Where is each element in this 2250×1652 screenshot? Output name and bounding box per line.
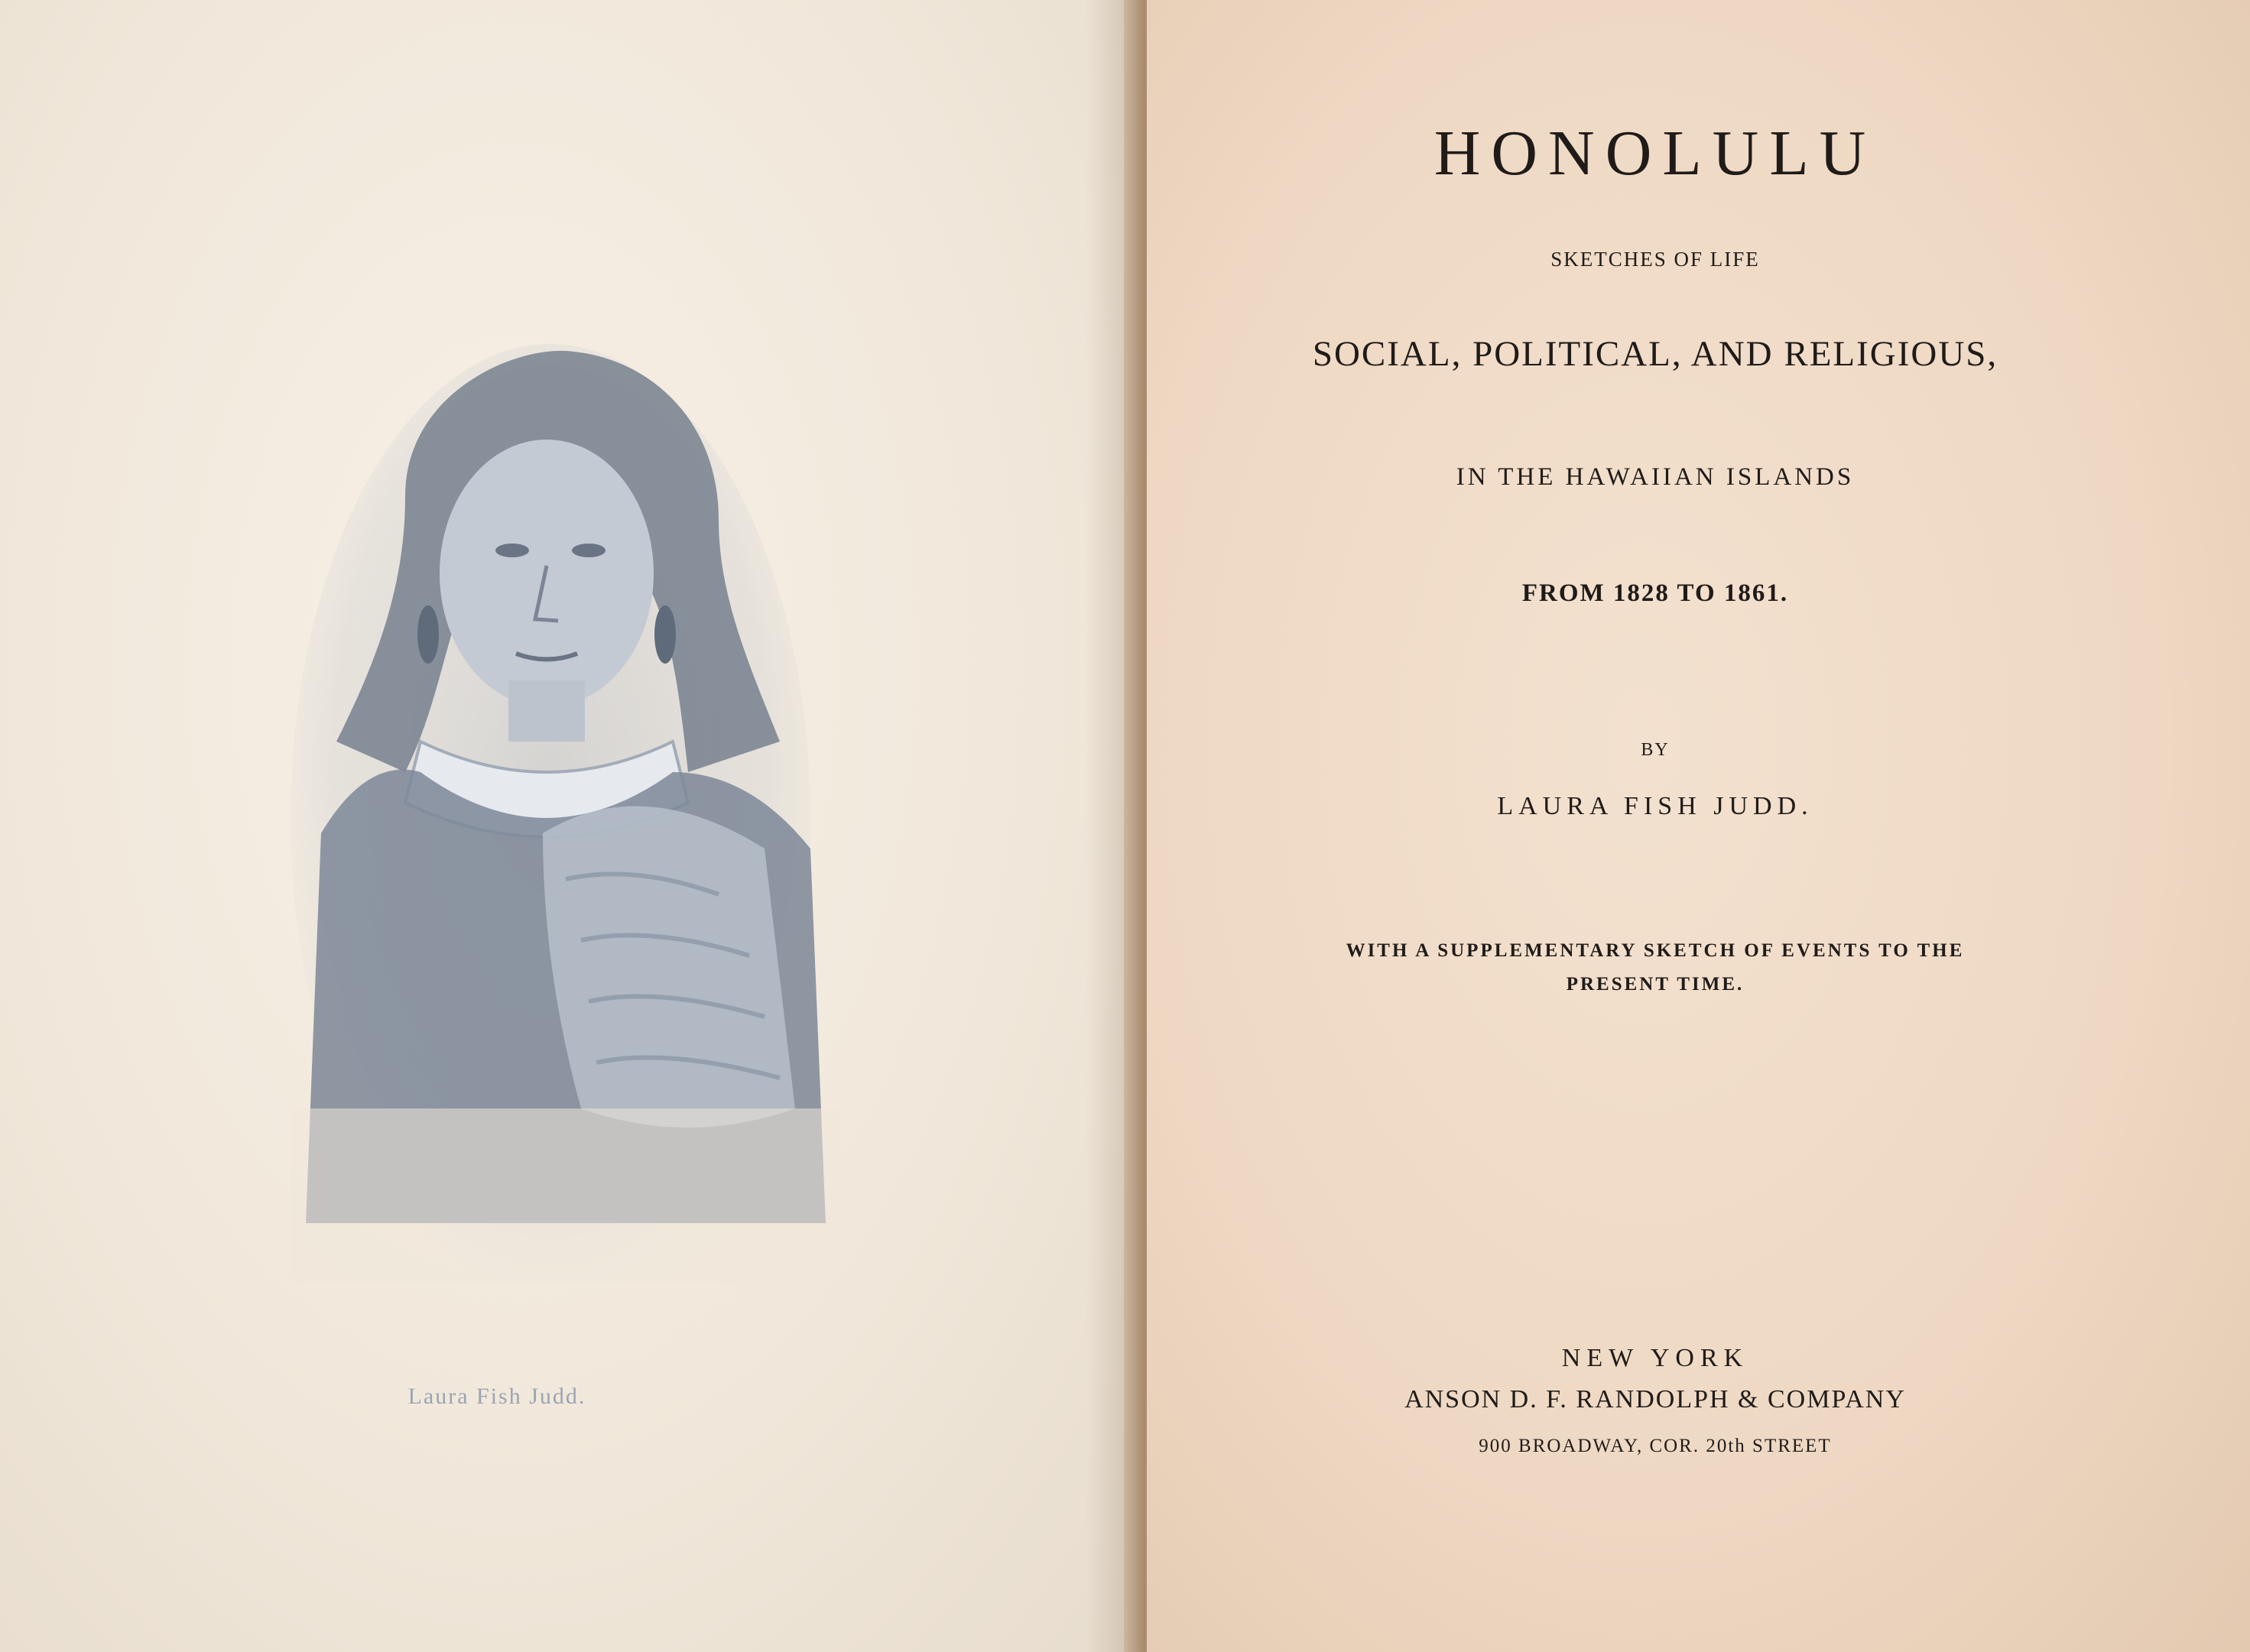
supplement-note (1273, 934, 2037, 1001)
supplement-line-1: WITH A SUPPLEMENTARY SKETCH OF EVENTS TO THE (1346, 940, 1965, 961)
supplement-line-2: PRESENT TIME. (1566, 974, 1745, 995)
region-line: IN THE HAWAIIAN ISLANDS (1456, 463, 1855, 491)
book-title: HONOLULU (1433, 118, 1877, 189)
portrait-image (291, 344, 841, 1284)
subtitle-main: SOCIAL, POLITICAL, AND RELIGIOUS, (1312, 334, 1998, 374)
portrait-caption: Laura Fish Judd. (407, 1384, 586, 1409)
publication-place: NEW YORK (1561, 1344, 1749, 1372)
by-line: BY (1641, 740, 1670, 760)
publisher-address: 900 BROADWAY, COR. 20th STREET (1479, 1436, 1832, 1456)
title-page (1147, 0, 2250, 1652)
date-range: FROM 1828 TO 1861. (1521, 579, 1789, 607)
author-name: LAURA FISH JUDD. (1497, 792, 1813, 820)
subtitle-small: SKETCHES OF LIFE (1550, 248, 1760, 271)
publisher-name: ANSON D. F. RANDOLPH & COMPANY (1404, 1385, 1906, 1413)
